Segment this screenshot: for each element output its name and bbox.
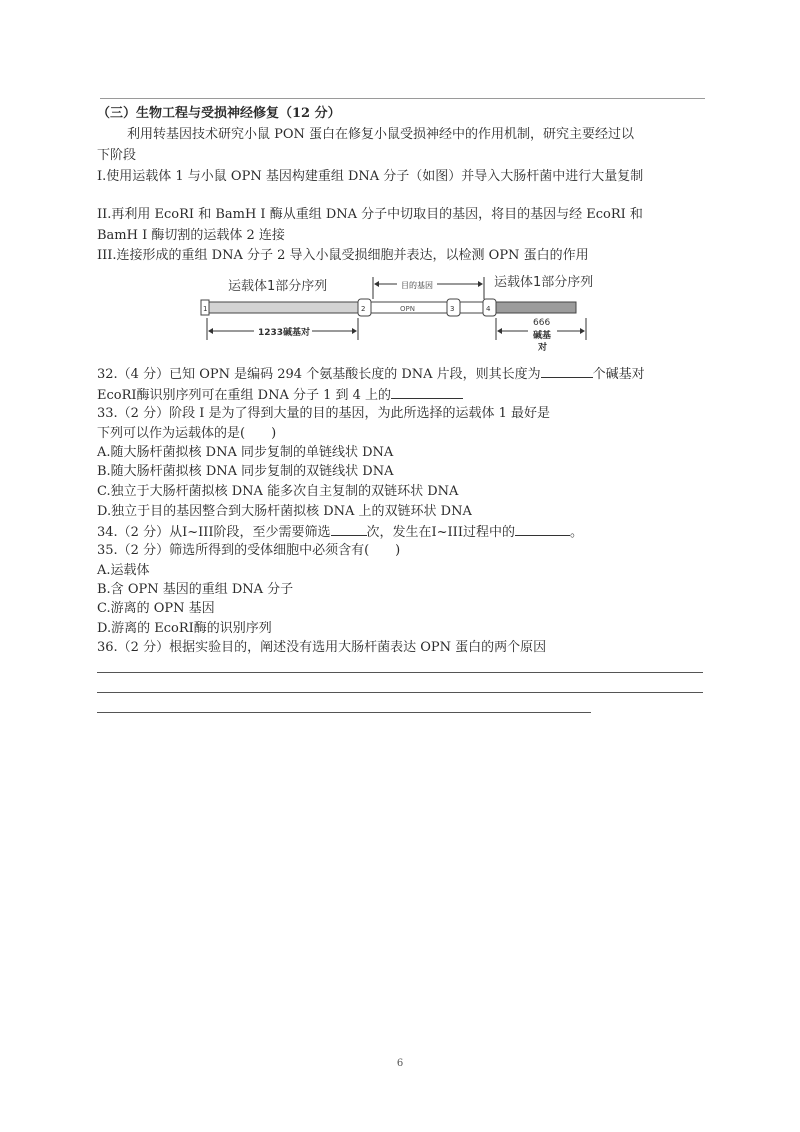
q35-option-b: B.含 OPN 基因的重组 DNA 分子 xyxy=(97,582,294,597)
intro-line-2: 下阶段 xyxy=(97,148,137,163)
right-length-unit-1: 碱基 xyxy=(533,331,552,341)
q33-option-b: B.随大肠杆菌拟核 DNA 同步复制的双链线状 DNA xyxy=(97,464,394,479)
q34-line xyxy=(97,521,583,543)
answer-line-3[interactable] xyxy=(97,712,591,713)
right-length-number: 666 xyxy=(533,318,551,328)
spacer-segment xyxy=(460,302,483,313)
q35-option-d: D.游离的 EcoRI酶的识别序列 xyxy=(97,621,272,636)
q32-text-b: 个碱基对 xyxy=(592,367,645,382)
left-length-label: 1233碱基对 xyxy=(258,328,311,338)
right-length-arrowhead-right xyxy=(580,328,585,334)
q32-blank-1[interactable] xyxy=(541,363,593,378)
page-number: 6 xyxy=(396,1058,404,1069)
q34-blank-2[interactable] xyxy=(515,521,570,536)
q32-text-a: 32.（4 分）已知 OPN 是编码 294 个氨基酸长度的 DNA 片段，则其长度为 xyxy=(97,367,541,382)
stage-1-text: I.使用运载体 1 与小鼠 OPN 基因构建重组 DNA 分子（如图）并导入大肠杆菌中进行大量复制 xyxy=(97,169,644,184)
stage-2-line-1: II.再利用 EcoRI 和 BamH I 酶从重组 DNA 分子中切取目的基因，将目的基因与经 EcoRI 和 xyxy=(97,207,643,222)
left-vector-segment xyxy=(203,302,358,313)
q32-line-1 xyxy=(97,363,645,385)
q33-option-d: D.独立于目的基因整合到大肠杆菌拟核 DNA 上的双链环状 DNA xyxy=(97,504,472,519)
right-length-unit-2: 对 xyxy=(538,343,548,353)
target-gene-label: 目的基因 xyxy=(401,281,433,290)
intro-line-1: 利用转基因技术研究小鼠 PON 蛋白在修复小鼠受损神经中的作用机制，研究主要经过以 xyxy=(127,127,635,142)
stage-3-text: III.连接形成的重组 DNA 分子 2 导入小鼠受损细胞并表达，以检测 OPN 蛋白的作用 xyxy=(97,248,589,263)
left-length-arrowhead-left xyxy=(208,328,213,334)
site-4-label: 4 xyxy=(486,305,491,313)
q35-line xyxy=(97,541,400,561)
q34-text-b: 次，发生在I~III过程中的 xyxy=(366,525,515,540)
site-3-label: 3 xyxy=(450,305,455,313)
q33-line-2 xyxy=(97,424,276,444)
q33-text-a: 下列可以作为运载体的是( xyxy=(97,426,246,441)
q36-line: 36.（2 分）根据实验目的，阐述没有选用大肠杆菌表达 OPN 蛋白的两个原因 xyxy=(97,640,547,655)
q34-text-c: 。 xyxy=(569,525,583,540)
left-length-arrowhead-right xyxy=(352,328,357,334)
q35-text-a: 35.（2 分）筛选所得到的受体细胞中必须含有( xyxy=(97,543,370,558)
q33-option-c: C.独立于大肠杆菌拟核 DNA 能多次自主复制的双链环状 DNA xyxy=(97,484,459,499)
q32-text-c: EcoRI酶识别序列可在重组 DNA 分子 1 到 4 上的 xyxy=(97,388,392,403)
answer-line-2[interactable] xyxy=(97,692,703,693)
q32-line-2 xyxy=(97,384,463,406)
q34-blank-1[interactable] xyxy=(331,521,367,536)
q34-text-a: 34.（2 分）从I~III阶段，至少需要筛选 xyxy=(97,525,331,540)
q33-line-1: 33.（2 分）阶段 I 是为了得到大量的目的基因，为此所选择的运载体 1 最好是 xyxy=(97,406,551,421)
q33-option-a: A.随大肠杆菌拟核 DNA 同步复制的单链线状 DNA xyxy=(97,445,394,460)
recombinant-dna-diagram xyxy=(0,0,800,370)
q33-text-b: ) xyxy=(271,426,277,441)
q32-blank-2[interactable] xyxy=(391,384,463,399)
q35-option-c: C.游离的 OPN 基因 xyxy=(97,601,215,616)
q35-text-b: ) xyxy=(395,543,401,558)
opn-label: OPN xyxy=(400,305,415,313)
right-vector-label: 运载体1部分序列 xyxy=(494,275,594,290)
answer-line-1[interactable] xyxy=(97,672,703,673)
site-2-label: 2 xyxy=(361,305,366,313)
right-length-arrowhead-left xyxy=(497,328,502,334)
right-vector-segment xyxy=(496,302,576,313)
stage-2-line-2: BamH I 酶切割的运载体 2 连接 xyxy=(97,228,285,243)
target-gene-arrowhead-right xyxy=(478,281,483,287)
target-gene-arrowhead-left xyxy=(374,281,379,287)
section-heading: （三）生物工程与受损神经修复（12 分） xyxy=(97,106,341,121)
left-vector-label: 运载体1部分序列 xyxy=(228,279,328,294)
site-1-label: 1 xyxy=(203,305,208,313)
q35-option-a: A.运载体 xyxy=(97,563,150,578)
